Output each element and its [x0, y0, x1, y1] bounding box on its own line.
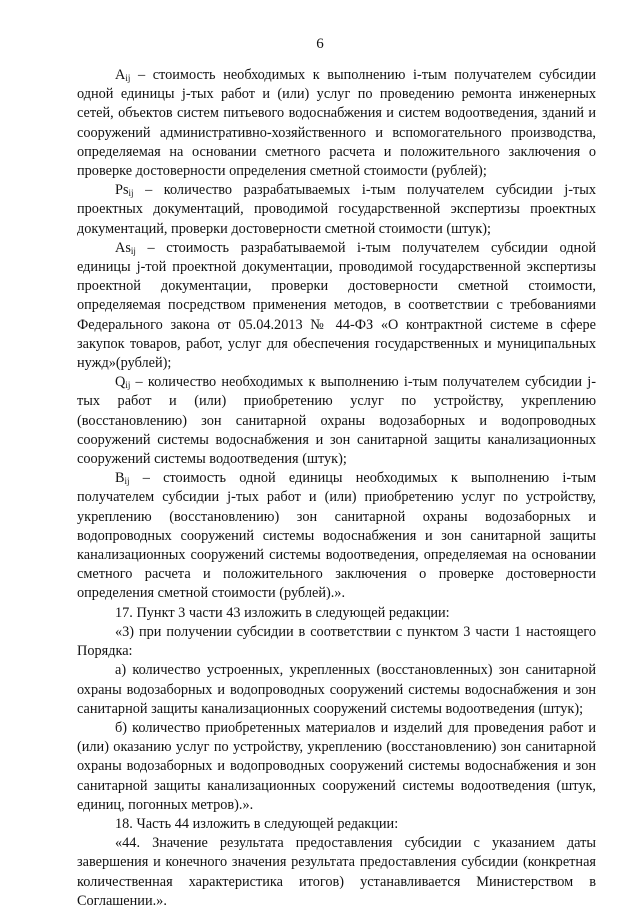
variable-subscript: ij [124, 476, 130, 487]
page-number: 6 [316, 36, 324, 52]
paragraph-text: – стоимость одной единицы необходимых к выполнению i-тым получателем субсидии j-тых работ и (или) приобретению услуг по устройству, укреплению (восстановлению) зон санитарной охраны водозаборных и водопроводных сооружений системы водоснабжения и зон санитарной защиты канализационных сооружений системы водоотведения, определяемая на основании сметного расчета и положительного заключения о проверке достоверности определения сметной стоимости (рублей).». [77, 470, 596, 602]
paragraph-item-3: «3) при получении субсидии в соответствии с пунктом 3 части 1 настоящего Порядка: [77, 623, 596, 660]
variable-subscript: ij [128, 188, 134, 199]
paragraph-ps-ij [77, 181, 596, 239]
paragraph-text: – количество необходимых к выполнению i-тым получателем субсидии j-тых работ и (или) приобретению услуг по устройству, укреплению (восстановлению) зон санитарной охраны водозаборных и водопроводных сооружений системы водоснабжения и зон санитарной защиты канализационных сооружений системы водоотведения (штук); [77, 374, 596, 468]
paragraph-q-ij [77, 373, 596, 469]
variable-b: B [115, 470, 125, 487]
paragraph-b-ij [77, 469, 596, 603]
paragraph-subitem-b: б) количество приобретенных материалов и изделий для проведения работ и (или) оказанию услуг по устройству, укреплению (восстановлению) зон санитарной охраны водозаборных и водопроводных сооружений системы водоснабжения и зон санитарной защиты канализационных сооружений системы водоотведения (штук, единиц, погонных метров).». [77, 719, 596, 813]
variable-subscript: ij [125, 73, 131, 83]
paragraph-as-ij [77, 239, 596, 373]
variable-ps: Ps [115, 182, 129, 199]
variable-q: Q [115, 374, 126, 391]
variable-a: A [115, 67, 126, 83]
paragraph-subitem-a: а) количество устроенных, укрепленных (восстановленных) зон санитарной охраны водозаборных и водопроводных сооружений системы водоснабжения и зон санитарной защиты канализационных сооружений системы водоотведения (штук); [77, 662, 596, 717]
paragraph-text: – стоимость необходимых к выполнению i-тым получателем субсидии одной единицы j-тых работ и (или) услуг по проведению ремонта инженерных сетей, объектов систем питьевого водоснабжения и систем водоотведения, зданий и сооружений административно-хозяйственного и вспомогательного производства, определяемая на основании сметного расчета и положительного заключения о проверке достоверности определения сметной стоимости (рублей); [77, 67, 596, 180]
paragraph-text: – стоимость разрабатываемой i-тым получателем субсидии одной единицы j-той проектной документации, проводимой государственной экспертизы проектной документации, проверки достоверности сметной стоимости, определяемая посредством применения методов, в соответствии с требованиями Федерального закона от 05.04.2013 № 44-ФЗ «О контрактной системе в сфере закупок товаров, работ, услуг для обеспечения государственных и муниципальных нужд»(рублей); [77, 239, 596, 372]
paragraph-text: – количество разрабатываемых i-тым получателем субсидии j-тых проектных документаций, проводимой государственной экспертизы проектных документаций, проверки достоверности сметной стоимости (штук); [77, 182, 596, 237]
paragraph-a-ij [77, 66, 596, 181]
variable-subscript: ij [125, 380, 131, 391]
paragraph-item-44: «44. Значение результата предоставления субсидии с указанием даты завершения и конечного значения результата предоставления субсидии (конкретная количественная характеристика итогов) устанавливается Министерством в Соглашении.». [77, 835, 596, 909]
paragraph-item-17: 17. Пункт 3 части 43 изложить в следующей редакции: [115, 604, 450, 621]
variable-subscript: ij [130, 245, 136, 256]
variable-as: As [115, 239, 131, 256]
document-body [77, 66, 596, 911]
paragraph-item-18: 18. Часть 44 изложить в следующей редакции: [115, 815, 399, 832]
